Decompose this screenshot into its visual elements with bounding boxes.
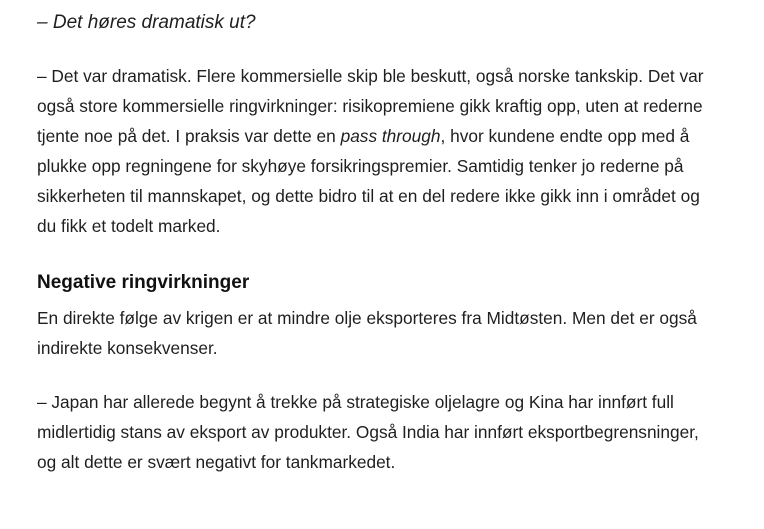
text-segment: , hvor kundene endte opp med å bbox=[440, 126, 690, 146]
paragraph-line: – Japan har allerede begynt å trekke på strategiske oljelagre og Kina har innført full bbox=[37, 392, 674, 412]
paragraph-line: En direkte følge av krigen er at mindre olje eksporteres fra Midtøsten. Men det er også bbox=[37, 308, 697, 328]
paragraph-line: plukke opp regningene for skyhøye forsikringspremier. Samtidig tenker jo rederne på bbox=[37, 156, 684, 176]
paragraph-line: du fikk et todelt marked. bbox=[37, 216, 221, 236]
text-segment: tjente noe på det. I praksis var dette en bbox=[37, 126, 341, 146]
paragraph-line: sikkerheten til mannskapet, og dette bidro til at en del redere ikke gikk inn i området og bbox=[37, 186, 700, 206]
paragraph-line: – Det var dramatisk. Flere kommersielle skip ble beskutt, også norske tankskip. Det var bbox=[37, 66, 704, 86]
answer-paragraph bbox=[37, 61, 737, 241]
intro-paragraph bbox=[37, 303, 737, 363]
italic-term: pass through bbox=[340, 126, 441, 146]
paragraph-line: og alt dette er svært negativt for tankmarkedet. bbox=[37, 452, 396, 472]
paragraph-line: midlertidig stans av eksport av produkter. Også India har innført eksportbegrensninger, bbox=[37, 422, 699, 442]
quote-paragraph bbox=[37, 387, 737, 477]
paragraph-line bbox=[37, 121, 737, 151]
interview-question: – Det høres dramatisk ut? bbox=[37, 12, 256, 33]
paragraph-line: indirekte konsekvenser. bbox=[37, 338, 218, 358]
section-heading: Negative ringvirkninger bbox=[37, 272, 250, 293]
paragraph-line: også store kommersielle ringvirkninger: risikopremiene gikk kraftig opp, uten at rederne bbox=[37, 96, 703, 116]
